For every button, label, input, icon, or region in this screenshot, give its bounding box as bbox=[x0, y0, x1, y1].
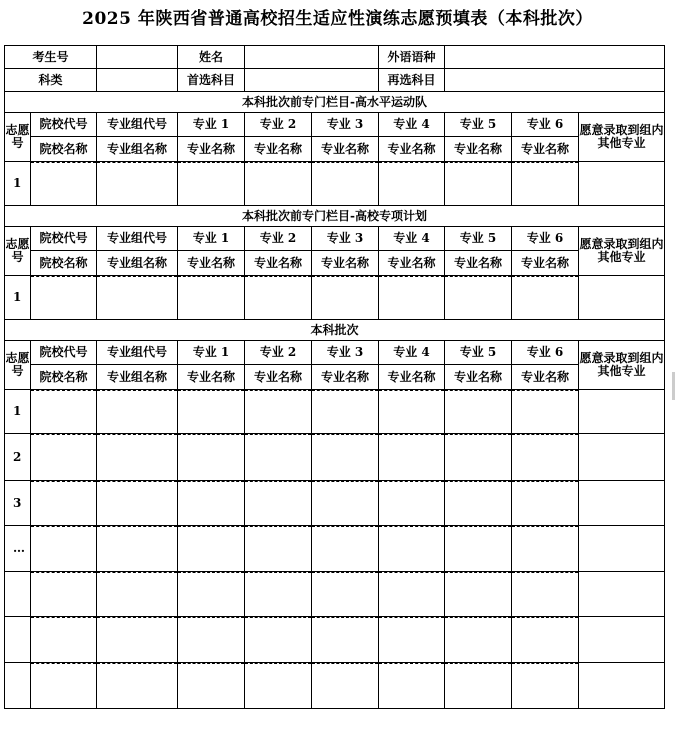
choice-number bbox=[5, 617, 31, 663]
choice-input-cell[interactable] bbox=[245, 276, 312, 320]
section-title: 本科批次前专门栏目-高水平运动队 bbox=[5, 92, 665, 113]
school-code-header: 院校代号 bbox=[31, 227, 97, 251]
major-name-header: 专业名称 bbox=[379, 251, 445, 276]
choice-input-cell[interactable] bbox=[178, 526, 245, 572]
choice-input-cell[interactable] bbox=[379, 526, 445, 572]
choice-input-cell[interactable] bbox=[245, 390, 312, 434]
section-title-row bbox=[5, 206, 665, 227]
choice-input-cell[interactable] bbox=[31, 276, 97, 320]
major-5-header: 专业 5 bbox=[445, 227, 512, 251]
section-title: 本科批次前专门栏目-高校专项计划 bbox=[5, 206, 665, 227]
accept-other-cell[interactable] bbox=[579, 572, 665, 617]
choice-row bbox=[5, 390, 665, 434]
header-row-codes bbox=[5, 113, 665, 137]
group-name-header: 专业组名称 bbox=[97, 365, 178, 390]
choice-input-cell[interactable] bbox=[97, 572, 178, 617]
info-row-1 bbox=[5, 46, 665, 69]
choice-input-cell[interactable] bbox=[31, 481, 97, 526]
choice-number: 2 bbox=[5, 434, 31, 481]
major-name-header: 专业名称 bbox=[178, 251, 245, 276]
major-3-header: 专业 3 bbox=[312, 227, 379, 251]
choice-input-cell[interactable] bbox=[97, 617, 178, 663]
choice-input-cell[interactable] bbox=[97, 162, 178, 206]
major-6-header: 专业 6 bbox=[512, 341, 579, 365]
choice-input-cell[interactable] bbox=[97, 526, 178, 572]
choice-input-cell[interactable] bbox=[512, 663, 579, 709]
name-field[interactable] bbox=[245, 46, 379, 69]
choice-input-cell[interactable] bbox=[312, 162, 379, 206]
choice-input-cell[interactable] bbox=[97, 481, 178, 526]
major-4-header: 专业 4 bbox=[379, 113, 445, 137]
choice-input-cell[interactable] bbox=[379, 434, 445, 481]
choice-input-cell[interactable] bbox=[97, 276, 178, 320]
choice-input-cell[interactable] bbox=[178, 617, 245, 663]
choice-input-cell[interactable] bbox=[445, 617, 512, 663]
major-4-header: 专业 4 bbox=[379, 341, 445, 365]
info-row-2 bbox=[5, 69, 665, 92]
accept-other-cell[interactable] bbox=[579, 663, 665, 709]
choice-input-cell[interactable] bbox=[512, 617, 579, 663]
choice-input-cell[interactable] bbox=[512, 526, 579, 572]
exam-no-label: 考生号 bbox=[5, 46, 97, 69]
choice-input-cell[interactable] bbox=[512, 390, 579, 434]
exam-no-field[interactable] bbox=[97, 46, 178, 69]
choice-number: 1 bbox=[5, 390, 31, 434]
major-2-header: 专业 2 bbox=[245, 341, 312, 365]
group-code-header: 专业组代号 bbox=[97, 341, 178, 365]
choice-input-cell[interactable] bbox=[245, 434, 312, 481]
major-name-header: 专业名称 bbox=[512, 251, 579, 276]
group-name-header: 专业组名称 bbox=[97, 137, 178, 162]
accept-other-header: 愿意录取到组内其他专业 bbox=[579, 341, 665, 390]
choice-input-cell[interactable] bbox=[379, 276, 445, 320]
choice-input-cell[interactable] bbox=[512, 276, 579, 320]
serial-header: 志愿号 bbox=[5, 113, 31, 162]
foreign-lang-label: 外语语种 bbox=[379, 46, 445, 69]
choice-row bbox=[5, 526, 665, 572]
choice-row bbox=[5, 276, 665, 320]
choice-input-cell[interactable] bbox=[379, 390, 445, 434]
section-title-row bbox=[5, 320, 665, 341]
choice-input-cell[interactable] bbox=[312, 276, 379, 320]
header-row-names bbox=[5, 365, 665, 390]
major-6-header: 专业 6 bbox=[512, 227, 579, 251]
major-5-header: 专业 5 bbox=[445, 341, 512, 365]
name-label: 姓名 bbox=[178, 46, 245, 69]
major-name-header: 专业名称 bbox=[379, 137, 445, 162]
choice-input-cell[interactable] bbox=[445, 390, 512, 434]
choice-input-cell[interactable] bbox=[31, 572, 97, 617]
choice-input-cell[interactable] bbox=[31, 162, 97, 206]
choice-input-cell[interactable] bbox=[178, 434, 245, 481]
accept-other-header: 愿意录取到组内其他专业 bbox=[579, 113, 665, 162]
choice-input-cell[interactable] bbox=[178, 481, 245, 526]
accept-other-cell[interactable] bbox=[579, 162, 665, 206]
choice-input-cell[interactable] bbox=[445, 434, 512, 481]
second-subject-field[interactable] bbox=[445, 69, 665, 92]
page-title: 2025 年陕西省普通高校招生适应性演练志愿预填表（本科批次） bbox=[82, 9, 593, 29]
serial-header: 志愿号 bbox=[5, 227, 31, 276]
major-5-header: 专业 5 bbox=[445, 113, 512, 137]
choice-input-cell[interactable] bbox=[512, 434, 579, 481]
choice-input-cell[interactable] bbox=[31, 617, 97, 663]
choice-input-cell[interactable] bbox=[512, 481, 579, 526]
choice-row bbox=[5, 481, 665, 526]
choice-input-cell[interactable] bbox=[445, 572, 512, 617]
header-row-names bbox=[5, 251, 665, 276]
choice-input-cell[interactable] bbox=[312, 526, 379, 572]
second-subject-label: 再选科目 bbox=[379, 69, 445, 92]
major-name-header: 专业名称 bbox=[178, 365, 245, 390]
accept-other-cell[interactable] bbox=[579, 617, 665, 663]
choice-input-cell[interactable] bbox=[178, 162, 245, 206]
choice-row bbox=[5, 162, 665, 206]
choice-input-cell[interactable] bbox=[97, 390, 178, 434]
major-name-header: 专业名称 bbox=[512, 365, 579, 390]
header-row-codes bbox=[5, 227, 665, 251]
choice-input-cell[interactable] bbox=[445, 663, 512, 709]
header-row-codes bbox=[5, 341, 665, 365]
choice-input-cell[interactable] bbox=[245, 663, 312, 709]
choice-input-cell[interactable] bbox=[97, 434, 178, 481]
choice-row bbox=[5, 663, 665, 709]
choice-input-cell[interactable] bbox=[97, 663, 178, 709]
choice-input-cell[interactable] bbox=[31, 390, 97, 434]
major-name-header: 专业名称 bbox=[245, 137, 312, 162]
choice-input-cell[interactable] bbox=[178, 663, 245, 709]
choice-input-cell[interactable] bbox=[245, 481, 312, 526]
major-name-header: 专业名称 bbox=[245, 251, 312, 276]
accept-other-cell[interactable] bbox=[579, 390, 665, 434]
choice-input-cell[interactable] bbox=[379, 572, 445, 617]
choice-input-cell[interactable] bbox=[245, 162, 312, 206]
application-form-table bbox=[4, 45, 665, 709]
school-name-header: 院校名称 bbox=[31, 365, 97, 390]
choice-number bbox=[5, 572, 31, 617]
choice-number: 1 bbox=[5, 162, 31, 206]
major-1-header: 专业 1 bbox=[178, 113, 245, 137]
major-name-header: 专业名称 bbox=[445, 251, 512, 276]
major-name-header: 专业名称 bbox=[312, 137, 379, 162]
choice-input-cell[interactable] bbox=[31, 434, 97, 481]
choice-row bbox=[5, 434, 665, 481]
accept-other-cell[interactable] bbox=[579, 434, 665, 481]
major-6-header: 专业 6 bbox=[512, 113, 579, 137]
choice-input-cell[interactable] bbox=[312, 572, 379, 617]
choice-input-cell[interactable] bbox=[445, 276, 512, 320]
choice-input-cell[interactable] bbox=[445, 481, 512, 526]
choice-input-cell[interactable] bbox=[245, 617, 312, 663]
choice-input-cell[interactable] bbox=[379, 617, 445, 663]
accept-other-cell[interactable] bbox=[579, 276, 665, 320]
accept-other-cell[interactable] bbox=[579, 526, 665, 572]
major-name-header: 专业名称 bbox=[379, 365, 445, 390]
group-code-header: 专业组代号 bbox=[97, 113, 178, 137]
major-4-header: 专业 4 bbox=[379, 227, 445, 251]
choice-input-cell[interactable] bbox=[31, 663, 97, 709]
accept-other-cell[interactable] bbox=[579, 481, 665, 526]
major-name-header: 专业名称 bbox=[445, 365, 512, 390]
major-2-header: 专业 2 bbox=[245, 113, 312, 137]
choice-number: … bbox=[5, 526, 31, 572]
major-1-header: 专业 1 bbox=[178, 341, 245, 365]
school-name-header: 院校名称 bbox=[31, 137, 97, 162]
choice-input-cell[interactable] bbox=[445, 162, 512, 206]
header-row-names bbox=[5, 137, 665, 162]
major-name-header: 专业名称 bbox=[178, 137, 245, 162]
choice-input-cell[interactable] bbox=[178, 390, 245, 434]
section-title-row bbox=[5, 92, 665, 113]
choice-input-cell[interactable] bbox=[312, 481, 379, 526]
choice-input-cell[interactable] bbox=[379, 481, 445, 526]
choice-input-cell[interactable] bbox=[379, 663, 445, 709]
major-name-header: 专业名称 bbox=[512, 137, 579, 162]
choice-number: 1 bbox=[5, 276, 31, 320]
choice-input-cell[interactable] bbox=[245, 526, 312, 572]
choice-number: 3 bbox=[5, 481, 31, 526]
major-name-header: 专业名称 bbox=[312, 251, 379, 276]
category-label: 科类 bbox=[5, 69, 97, 92]
choice-row bbox=[5, 617, 665, 663]
choice-input-cell[interactable] bbox=[178, 572, 245, 617]
school-name-header: 院校名称 bbox=[31, 251, 97, 276]
choice-input-cell[interactable] bbox=[312, 434, 379, 481]
major-3-header: 专业 3 bbox=[312, 341, 379, 365]
major-1-header: 专业 1 bbox=[178, 227, 245, 251]
choice-input-cell[interactable] bbox=[312, 617, 379, 663]
major-name-header: 专业名称 bbox=[245, 365, 312, 390]
group-name-header: 专业组名称 bbox=[97, 251, 178, 276]
choice-input-cell[interactable] bbox=[445, 526, 512, 572]
choice-input-cell[interactable] bbox=[512, 162, 579, 206]
serial-header: 志愿号 bbox=[5, 341, 31, 390]
school-code-header: 院校代号 bbox=[31, 341, 97, 365]
section-title: 本科批次 bbox=[5, 320, 665, 341]
choice-input-cell[interactable] bbox=[312, 390, 379, 434]
school-code-header: 院校代号 bbox=[31, 113, 97, 137]
first-subject-field[interactable] bbox=[245, 69, 379, 92]
choice-input-cell[interactable] bbox=[245, 572, 312, 617]
accept-other-header: 愿意录取到组内其他专业 bbox=[579, 227, 665, 276]
first-subject-label: 首选科目 bbox=[178, 69, 245, 92]
choice-number bbox=[5, 663, 31, 709]
category-field[interactable] bbox=[97, 69, 178, 92]
choice-input-cell[interactable] bbox=[512, 572, 579, 617]
major-name-header: 专业名称 bbox=[312, 365, 379, 390]
choice-input-cell[interactable] bbox=[379, 162, 445, 206]
foreign-lang-field[interactable] bbox=[445, 46, 665, 69]
major-3-header: 专业 3 bbox=[312, 113, 379, 137]
choice-input-cell[interactable] bbox=[31, 526, 97, 572]
choice-input-cell[interactable] bbox=[178, 276, 245, 320]
major-name-header: 专业名称 bbox=[445, 137, 512, 162]
group-code-header: 专业组代号 bbox=[97, 227, 178, 251]
major-2-header: 专业 2 bbox=[245, 227, 312, 251]
choice-row bbox=[5, 572, 665, 617]
choice-input-cell[interactable] bbox=[312, 663, 379, 709]
